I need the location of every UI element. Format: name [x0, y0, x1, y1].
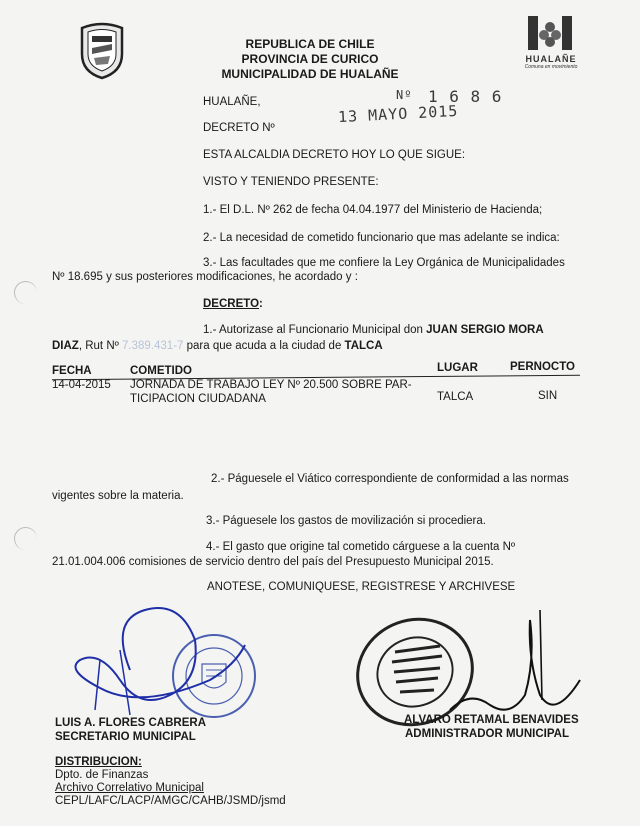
- authorization-line-1: [203, 323, 544, 337]
- left-signature: [60, 600, 250, 720]
- punch-mark-bottom: [14, 527, 37, 550]
- paragraph-4-line-2: 21.01.004.006 comisiones de servicio dentro del país del Presupuesto Municipal 2015.: [52, 556, 494, 568]
- administrator-name: ALVARO RETAMAL BENAVIDES: [404, 714, 579, 726]
- authorization-middle: para que acuda a la ciudad de: [183, 340, 345, 352]
- stamp-no-label: Nº: [396, 88, 413, 102]
- secretary-title: SECRETARIO MUNICIPAL: [55, 731, 196, 743]
- coat-of-arms-logo: [78, 22, 126, 80]
- col-header-lugar: LUGAR: [437, 362, 478, 374]
- distribution-item-1: Dpto. de Finanzas: [55, 769, 149, 781]
- row-pernocto: SIN: [538, 390, 558, 402]
- col-header-cometido: COMETIDO: [130, 365, 192, 377]
- date-stamp: 13 MAYO 2015: [337, 101, 459, 127]
- distribution-initials: CEPL/LAFC/LACP/AMGC/CAHB/JSMD/jsmd: [55, 795, 286, 807]
- paragraph-2-line-1: 2.- Páguesele el Viático correspondiente de conformidad a las normas: [211, 473, 569, 485]
- row-fecha: 14-04-2015: [52, 379, 111, 391]
- item-3-line-2: Nº 18.695 y sus posteriores modificaciones, he acordado y :: [52, 271, 358, 283]
- header-line-3: MUNICIPALIDAD DE HUALAÑE: [221, 67, 399, 81]
- secretary-name: LUIS A. FLORES CABRERA: [55, 717, 206, 729]
- hualane-logo: [520, 12, 582, 76]
- intro-text: ESTA ALCALDIA DECRETO HOY LO QUE SIGUE:: [203, 149, 466, 161]
- item-3-line-1: 3.- Las facultades que me confiere la Ley Orgánica de Municipalidades: [203, 257, 565, 269]
- col-header-fecha: FECHA: [52, 365, 92, 377]
- item-2: 2.- La necesidad de cometido funcionario que mas adelante se indica:: [203, 232, 560, 244]
- row-cometido-line-2: TICIPACION CIUDADANA: [130, 393, 266, 405]
- authorization-prefix: 1.- Autorizase al Funcionario Municipal don: [203, 324, 427, 336]
- header-line-1: REPUBLICA DE CHILE: [245, 37, 375, 51]
- paragraph-3: 3.- Páguesele los gastos de movilización si procediera.: [206, 515, 486, 527]
- paragraph-4-line-1: 4.- El gasto que origine tal cometido cárguese a la cuenta Nº: [206, 541, 516, 553]
- logo-name: HUALAÑE: [525, 54, 577, 64]
- place-label: HUALAÑE,: [203, 96, 261, 108]
- visto-heading: VISTO Y TENIENDO PRESENTE:: [203, 176, 379, 188]
- item-1: 1.- El D.L. Nº 262 de fecha 04.04.1977 del Ministerio de Hacienda;: [203, 204, 543, 216]
- official-name-first: JUAN SERGIO MORA: [426, 324, 544, 336]
- distribution-item-2: Archivo Correlativo Municipal: [55, 782, 204, 794]
- paragraph-2-line-2: vigentes sobre la materia.: [52, 490, 184, 502]
- authorization-line-2: [52, 339, 383, 353]
- rut-value: 7.389.431-7: [122, 340, 184, 352]
- decree-label: DECRETO Nº: [203, 122, 275, 134]
- rut-label: , Rut Nº: [78, 340, 123, 352]
- administrator-title: ADMINISTRADOR MUNICIPAL: [405, 728, 569, 740]
- row-cometido-line-1: JORNADA DE TRABAJO LEY Nº 20.500 SOBRE PAR-: [130, 379, 412, 391]
- row-lugar: TALCA: [437, 391, 474, 403]
- decreto-heading: [203, 297, 263, 311]
- decree-number-stamp: 1 6 8 6: [428, 87, 503, 106]
- official-name-last: DIAZ: [52, 340, 79, 352]
- col-header-pernocto: PERNOCTO: [510, 361, 575, 373]
- right-signature: [430, 600, 600, 730]
- decreto-heading-colon: :: [259, 298, 263, 310]
- closing-formula: ANOTESE, COMUNIQUESE, REGISTRESE Y ARCHIVESE: [207, 581, 516, 593]
- distribution-heading: DISTRIBUCION:: [55, 756, 142, 768]
- logo-tagline: Comuna en movimiento: [524, 64, 578, 70]
- decreto-heading-word: DECRETO: [203, 298, 260, 310]
- destination-city: TALCA: [344, 340, 383, 352]
- header-line-2: PROVINCIA DE CURICO: [241, 52, 379, 66]
- punch-mark-top: [14, 281, 37, 304]
